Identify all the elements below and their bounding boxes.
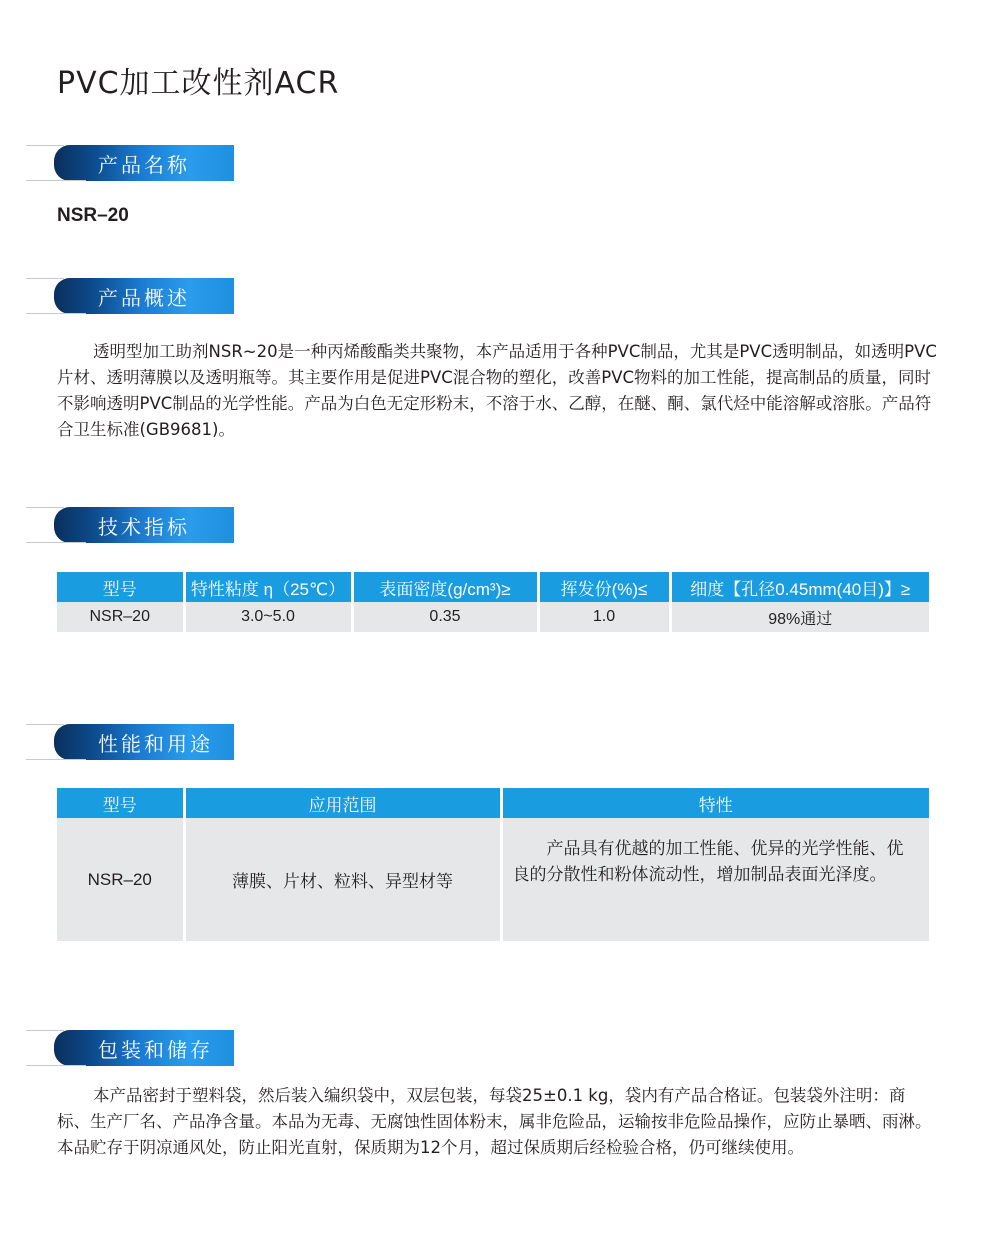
section-title: 产品概述 <box>98 286 190 310</box>
divider <box>26 313 86 314</box>
section-title: 包装和储存 <box>98 1038 213 1062</box>
table-row <box>57 602 929 632</box>
section-title: 产品名称 <box>98 153 190 177</box>
table-header-row <box>57 572 929 602</box>
divider <box>26 507 64 508</box>
divider <box>26 145 64 146</box>
table-cell: 薄膜、片材、粒料、异型材等 <box>184 818 501 941</box>
table-cell: 1.0 <box>538 602 670 632</box>
section-title: 性能和用途 <box>98 732 213 756</box>
overview-paragraph: 透明型加工助剂NSR~20是一种丙烯酸酯类共聚物，本产品适用于各种PVC制品，尤其是PVC透明制品，如透明PVC片材、透明薄膜以及透明瓶等。其主要作用是促进PVC混合物的塑化，改善PVC物料的加工性能，提高制品的质量，同时不影响透明PVC制品的光学性能。产品为白色无定形粉末，不溶于水、乙醇，在醚、酮、氯代烃中能溶解或溶胀。产品符合卫生标准(GB9681)。 <box>57 342 937 439</box>
table-cell: NSR–20 <box>57 818 184 941</box>
table-header-cell: 表面密度(g/cm³)≥ <box>352 572 538 602</box>
section-header-usage <box>26 724 236 760</box>
feature-text: 产品具有优越的加工性能、优异的光学性能、优良的分散性和粉体流动性，增加制品表面光泽度。 <box>512 839 904 884</box>
section-header-overview <box>26 278 236 314</box>
table-cell: 98%通过 <box>670 602 929 632</box>
table-cell: 3.0~5.0 <box>184 602 352 632</box>
table-header-row <box>57 788 929 818</box>
divider <box>26 1065 86 1066</box>
table-header-cell: 型号 <box>57 572 184 602</box>
section-title: 技术指标 <box>98 515 190 539</box>
section-header-tech <box>26 507 236 543</box>
table-cell: 0.35 <box>352 602 538 632</box>
divider <box>26 180 86 181</box>
table-header-cell: 特性 <box>501 788 929 818</box>
table-cell-feature <box>501 818 929 941</box>
package-paragraph: 本产品密封于塑料袋，然后装入编织袋中，双层包装，每袋25±0.1 kg，袋内有产品合格证。包装袋外注明：商标、生产厂名、产品净含量。本品为无毒、无腐蚀性固体粉末，属非危险品，运输按非危险品操作，应防止暴晒、雨淋。本品贮存于阴凉通风处，防止阳光直射，保质期为12个月，超过保质期后经检验合格，仍可继续使用。 <box>57 1086 932 1157</box>
section-header-product-name <box>26 145 236 181</box>
section-header-package <box>26 1030 236 1066</box>
divider <box>26 278 64 279</box>
divider <box>26 542 86 543</box>
table-header-cell: 细度【孔径0.45mm(40目)】≥ <box>670 572 929 602</box>
usage-table <box>57 788 929 941</box>
divider <box>26 1030 64 1031</box>
divider <box>26 724 64 725</box>
tech-spec-table <box>57 572 929 632</box>
table-cell: NSR–20 <box>57 602 184 632</box>
table-header-cell: 应用范围 <box>184 788 501 818</box>
divider <box>26 759 86 760</box>
table-header-cell: 挥发份(%)≤ <box>538 572 670 602</box>
table-header-cell: 型号 <box>57 788 184 818</box>
product-name: NSR–20 <box>57 205 129 226</box>
table-row <box>57 818 929 941</box>
page-title: PVC加工改性剂ACR <box>57 66 340 101</box>
table-header-cell: 特性粘度 η（25℃） <box>184 572 352 602</box>
